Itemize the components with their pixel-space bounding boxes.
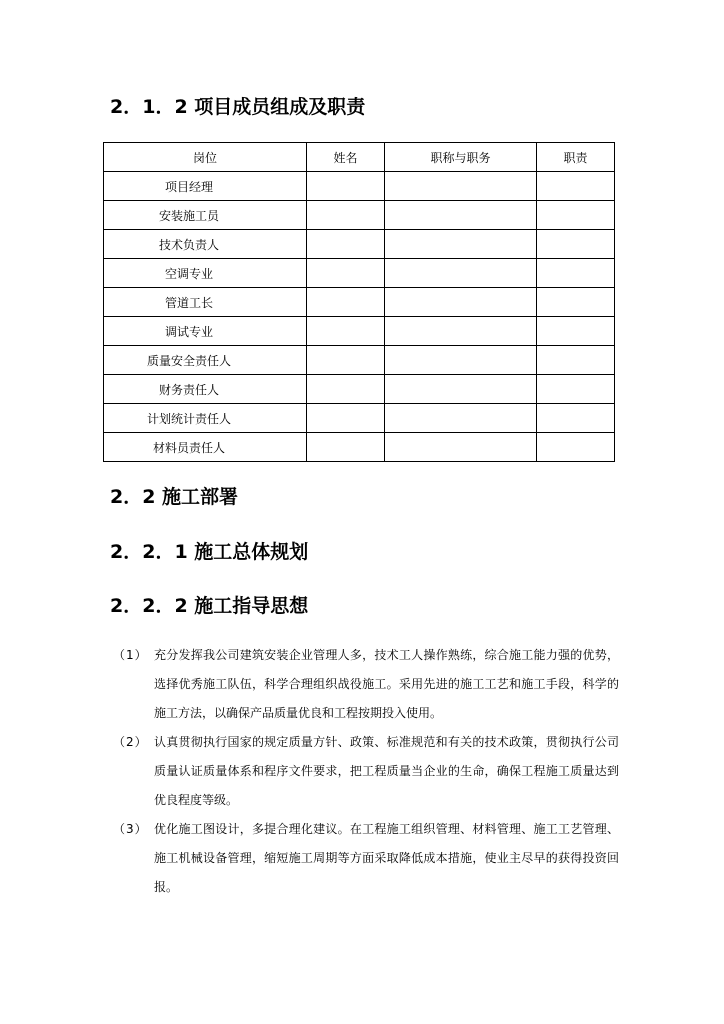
table-row [104, 404, 615, 433]
name-cell [307, 259, 385, 288]
role-cell [104, 201, 307, 230]
section-heading-2-1-2: 2．1．2 项目成员组成及职责 [110, 96, 366, 118]
section-heading-2-2: 2．2 施工部署 [110, 486, 239, 508]
list-item-text: 认真贯彻执行国家的规定质量方针、政策、标准规范和有关的技术政策，贯彻执行公司质量认证质量体系和程序文件要求，把工程质量当企业的生命，确保工程施工质量达到优良程度等级。 [154, 735, 619, 807]
role-cell [104, 172, 307, 201]
duty-cell [537, 346, 615, 375]
role-cell [104, 317, 307, 346]
title-cell [385, 433, 537, 462]
name-cell [307, 317, 385, 346]
role-label: 管道工长 [164, 295, 213, 310]
duty-cell [537, 404, 615, 433]
title-cell [385, 259, 537, 288]
header-position: 岗位 [104, 143, 307, 172]
table-row [104, 172, 615, 201]
title-cell [385, 288, 537, 317]
list-item-text: 充分发挥我公司建筑安装企业管理人多，技术工人操作熟练，综合施工能力强的优势，选择优秀施工队伍，科学合理组织战役施工。采用先进的施工工艺和施工手段，科学的施工方法，以确保产品质量优良和工程按期投入使用。 [154, 648, 619, 720]
title-cell [385, 230, 537, 259]
table-row [104, 375, 615, 404]
duty-cell [537, 201, 615, 230]
role-label: 财务责任人 [158, 382, 219, 397]
duty-cell [537, 259, 615, 288]
staff-table [103, 142, 615, 462]
table-row [104, 346, 615, 375]
role-cell [104, 404, 307, 433]
list-item [113, 815, 623, 902]
section-heading-2-2-2: 2．2．2 施工指导思想 [110, 595, 309, 617]
role-label: 空调专业 [164, 266, 213, 281]
role-label: 计划统计责任人 [146, 411, 231, 426]
header-title: 职称与职务 [385, 143, 537, 172]
duty-cell [537, 375, 615, 404]
role-label: 项目经理 [164, 179, 213, 194]
name-cell [307, 201, 385, 230]
role-label: 材料员责任人 [152, 440, 225, 455]
list-item [113, 641, 623, 728]
duty-cell [537, 288, 615, 317]
role-cell [104, 433, 307, 462]
guideline-list [113, 641, 623, 902]
title-cell [385, 172, 537, 201]
name-cell [307, 230, 385, 259]
table-row [104, 259, 615, 288]
role-label: 调试专业 [164, 324, 213, 339]
title-cell [385, 346, 537, 375]
title-cell [385, 404, 537, 433]
role-cell [104, 346, 307, 375]
table-row [104, 317, 615, 346]
name-cell [307, 346, 385, 375]
table-row [104, 230, 615, 259]
title-cell [385, 375, 537, 404]
role-cell [104, 230, 307, 259]
name-cell [307, 433, 385, 462]
list-item-number: （1） [113, 648, 148, 662]
title-cell [385, 201, 537, 230]
duty-cell [537, 433, 615, 462]
table-row [104, 288, 615, 317]
list-item-text: 优化施工图设计，多提合理化建议。在工程施工组织管理、材料管理、施工工艺管理、施工机械设备管理，缩短施工周期等方面采取降低成本措施，使业主尽早的获得投资回报。 [154, 822, 619, 894]
table-header-row [104, 143, 615, 172]
duty-cell [537, 172, 615, 201]
role-label: 技术负责人 [158, 237, 219, 252]
list-item [113, 728, 623, 815]
role-cell [104, 288, 307, 317]
list-item-number: （3） [113, 822, 148, 836]
title-cell [385, 317, 537, 346]
name-cell [307, 288, 385, 317]
name-cell [307, 375, 385, 404]
name-cell [307, 404, 385, 433]
section-heading-2-2-1: 2．2．1 施工总体规划 [110, 541, 309, 563]
role-cell [104, 259, 307, 288]
duty-cell [537, 317, 615, 346]
header-name: 姓名 [307, 143, 385, 172]
role-label: 安装施工员 [158, 208, 219, 223]
role-cell [104, 375, 307, 404]
name-cell [307, 172, 385, 201]
duty-cell [537, 230, 615, 259]
role-label: 质量安全责任人 [146, 353, 231, 368]
table-row [104, 433, 615, 462]
header-duty: 职责 [537, 143, 615, 172]
list-item-number: （2） [113, 735, 148, 749]
table-row [104, 201, 615, 230]
